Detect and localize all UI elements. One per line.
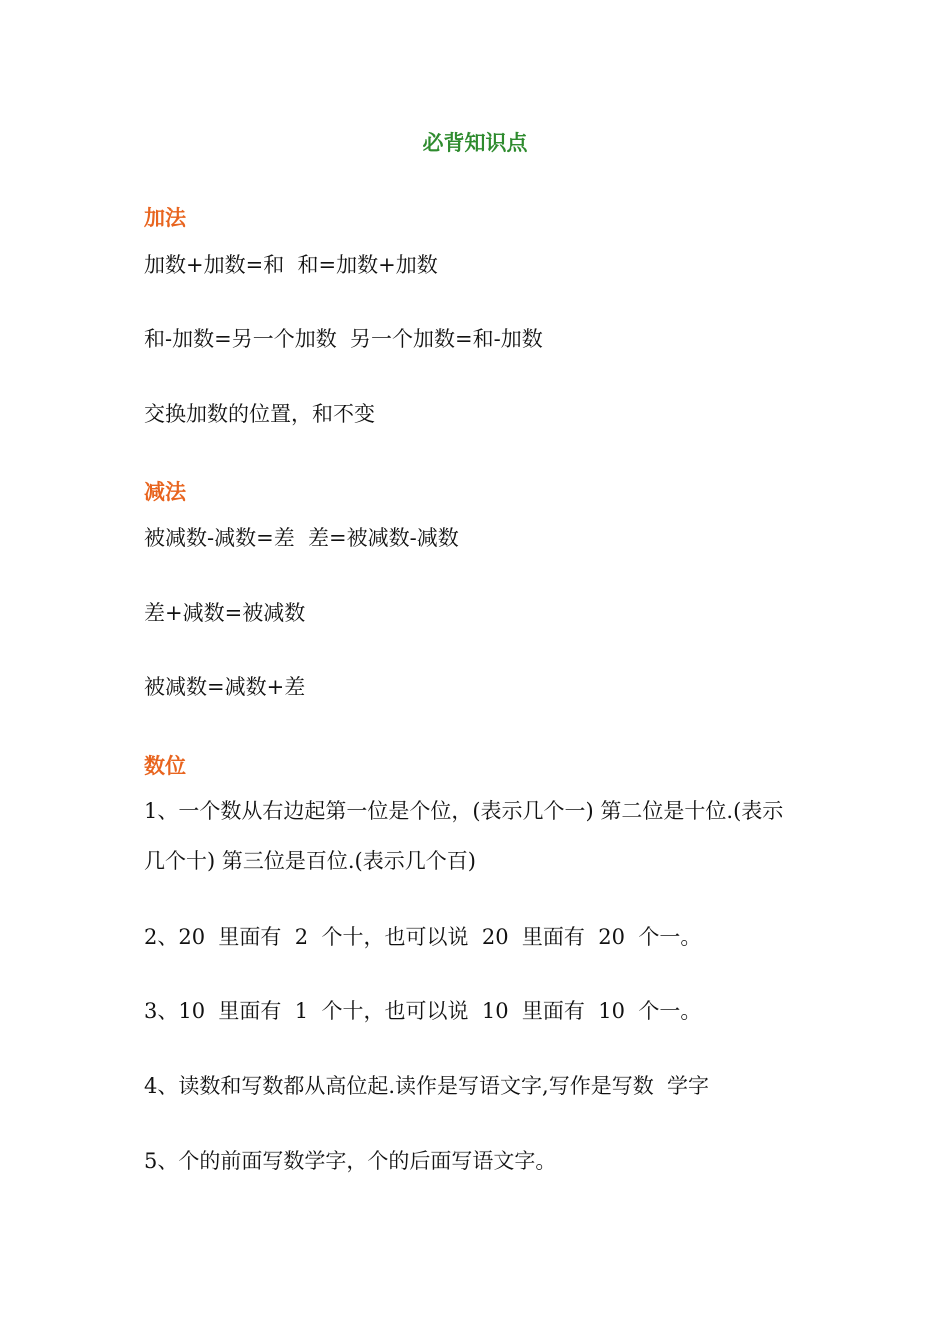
subtraction-line-3: 被减数=减数+差 — [144, 675, 306, 699]
section-heading-addition: 加法 — [144, 205, 186, 230]
place-value-item-3: 3、10 里面有 1 个十，也可以说 10 里面有 10 个一。 — [144, 999, 702, 1023]
addition-line-3: 交换加数的位置，和不变 — [144, 402, 375, 426]
subtraction-line-2: 差+减数=被减数 — [144, 601, 306, 625]
place-value-item-2: 2、20 里面有 2 个十，也可以说 20 里面有 20 个一。 — [144, 925, 702, 949]
place-value-item-1: 1、一个数从右边起第一位是个位，(表示几个一) 第二位是十位.(表示几个十) 第三位是百位.(表示几个百) — [144, 799, 784, 873]
section-heading-place-value: 数位 — [144, 753, 186, 778]
place-value-item-5: 5、个的前面写数学字，个的后面写语文字。 — [144, 1149, 557, 1173]
section-heading-subtraction: 减法 — [144, 479, 186, 504]
addition-line-1: 加数+加数=和 和=加数+加数 — [144, 253, 438, 277]
addition-line-2: 和-加数=另一个加数 另一个加数=和-加数 — [144, 327, 543, 351]
page-title: 必背知识点 — [422, 130, 528, 155]
subtraction-line-1: 被减数-减数=差 差=被减数-减数 — [144, 526, 459, 550]
place-value-item-4: 4、读数和写数都从高位起.读作是写语文字,写作是写数 学字 — [144, 1074, 710, 1098]
